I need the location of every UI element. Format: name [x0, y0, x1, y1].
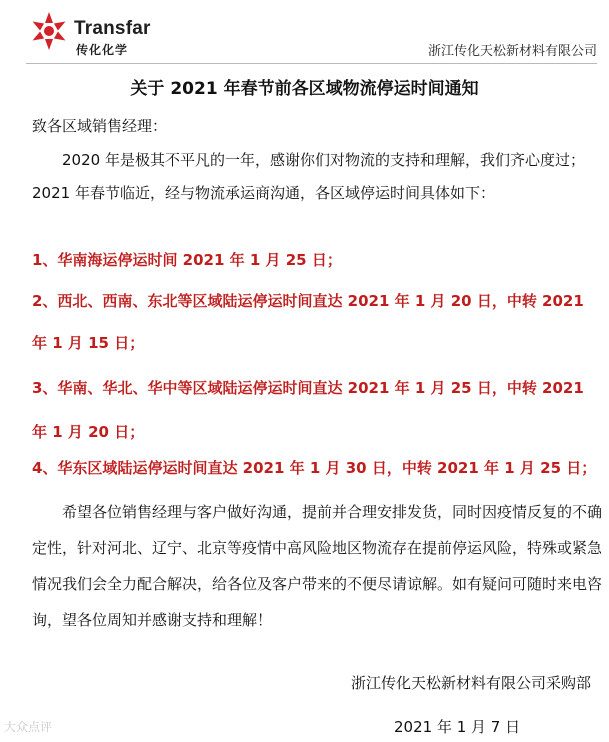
transfar-logo-icon	[28, 10, 70, 52]
intro-paragraph: 2020 年是极其不平凡的一年，感谢你们对物流的支持和理解，我们齐心度过；2021 年春节临近，经与物流承运商沟通，各区域停运时间具体如下：	[32, 151, 585, 202]
signature: 浙江传化天松新材料有限公司采购部	[350, 674, 591, 692]
logo-chinese-name: 传化化学	[76, 43, 129, 57]
header-company-name: 浙江传化天松新材料有限公司	[427, 44, 597, 59]
logo-english-name: Transfar	[74, 18, 151, 39]
schedule-item-3: 3、华南、华北、华中等区域陆运停运时间直达 2021 年 1 月 25 日，中转 2021 年 1 月 20 日；	[32, 379, 584, 441]
watermark: 大众点评	[4, 720, 53, 734]
notice-title: 关于 2021 年春节前各区域物流停运时间通知	[130, 79, 479, 99]
schedule-item-1: 1、华南海运停运时间 2021 年 1 月 25 日；	[32, 251, 342, 269]
closing-paragraph: 希望各位销售经理与客户做好沟通，提前并合理安排发货，同时因疫情反复的不确定性，针对河北、辽宁、北京等疫情中高风险地区物流存在提前停运风险，特殊或紧急情况我们会全力配合解决，给各位及客户带来的不便尽请谅解。如有疑问可随时来电咨询，望各位周知并感谢支持和理解！	[32, 503, 603, 629]
company-logo	[28, 10, 178, 58]
notice-date: 2021 年 1 月 7 日	[394, 718, 521, 736]
greeting: 致各区域销售经理：	[32, 117, 168, 135]
header-divider	[26, 63, 597, 64]
schedule-item-4: 4、华东区域陆运停运时间直达 2021 年 1 月 30 日，中转 2021 年 1 月 25 日；	[32, 459, 597, 477]
schedule-item-2: 2、西北、西南、东北等区域陆运停运时间直达 2021 年 1 月 20 日，中转 2021 年 1 月 15 日；	[32, 292, 584, 352]
